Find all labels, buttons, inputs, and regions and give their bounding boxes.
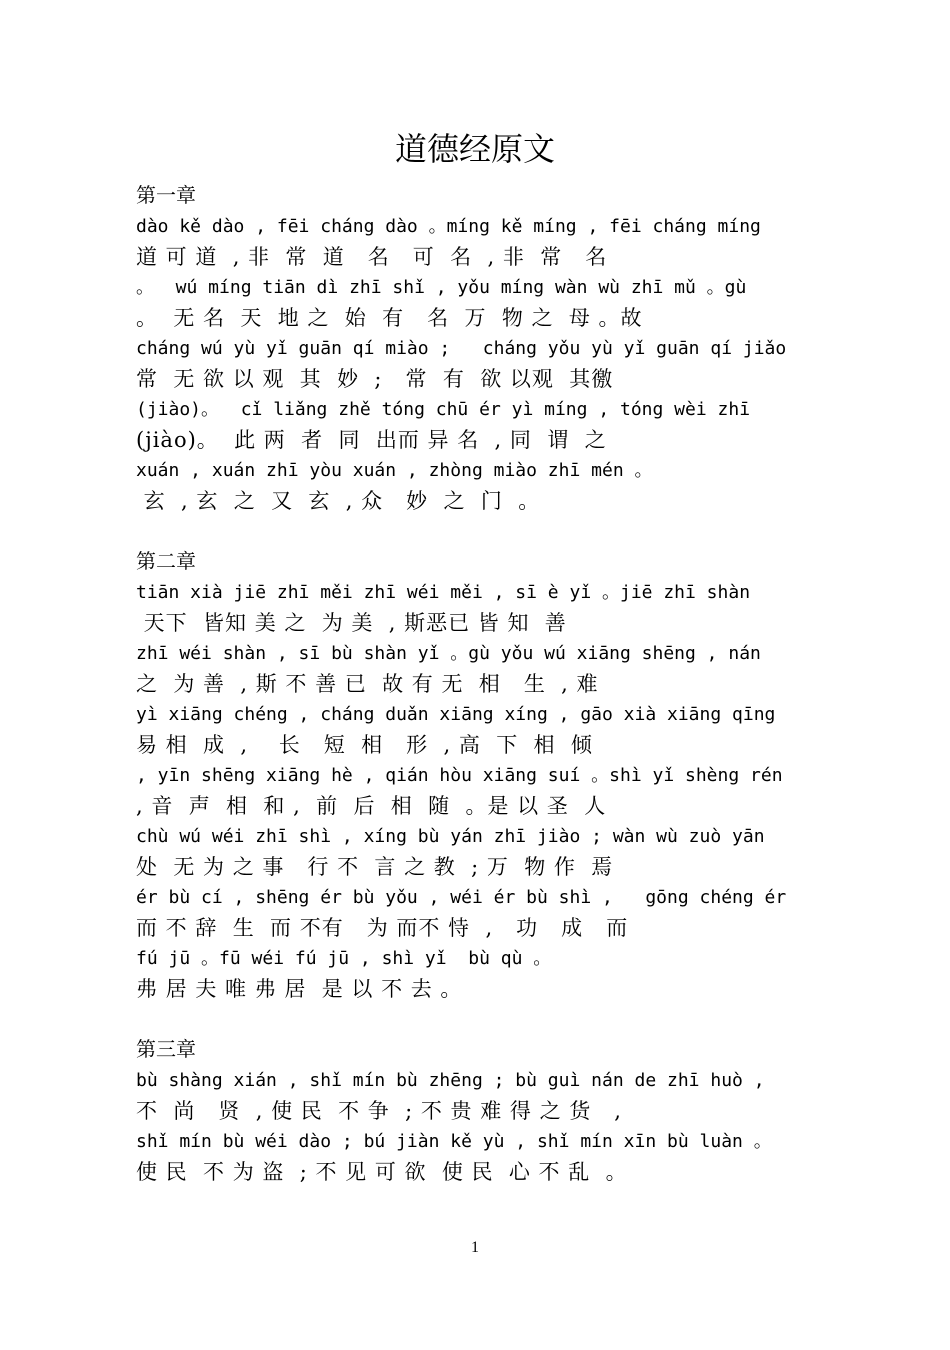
verse-line (136, 1066, 836, 1127)
chapter-heading: 第三章 (136, 1037, 196, 1061)
verse-line (136, 212, 836, 273)
verse-line (136, 273, 836, 334)
hanzi-line: 弗 居 夫 唯 弗 居 是 以 不 去 。 (136, 977, 463, 1001)
hanzi-line: 易 相 成 , 长 短 相 形 , 高 下 相 倾 (136, 733, 593, 757)
pinyin-line: 。 wú míng tiān dì zhī shǐ , yǒu míng wàn wù zhī mǔ 。gù (136, 277, 747, 298)
document-title: 道德经原文 (394, 130, 555, 168)
verse-line (136, 578, 836, 639)
hanzi-line: (jiào)。 此 两 者 同 出而 异 名 , 同 谓 之 (136, 428, 607, 452)
chapter-1 (136, 182, 836, 517)
pinyin-line: bù shàng xián , shǐ mín bù zhēng ; bù guì nán de zhī huò , (136, 1070, 765, 1091)
pinyin-line: dào kě dào , fēi cháng dào 。míng kě míng , fēi cháng míng (136, 216, 761, 237)
verse-line (136, 334, 836, 395)
pinyin-line: chù wú wéi zhī shì , xíng bù yán zhī jiào ; wàn wù zuò yān (136, 826, 765, 847)
hanzi-line: 不 尚 贤 , 使 民 不 争 ; 不 贵 难 得 之 货 , (136, 1099, 622, 1123)
verse-line (136, 1127, 836, 1188)
hanzi-line: 处 无 为 之 事 行 不 言 之 教 ; 万 物 作 焉 (136, 855, 614, 879)
page-number: 1 (471, 1239, 479, 1256)
verse-line (136, 395, 836, 456)
hanzi-line: 使 民 不 为 盗 ; 不 见 可 欲 使 民 心 不 乱 。 (136, 1160, 628, 1184)
hanzi-line: , 音 声 相 和 , 前 后 相 随 。是 以 圣 人 (136, 794, 607, 818)
verse-line (136, 700, 836, 761)
pinyin-line: tiān xià jiē zhī měi zhī wéi měi , sī è yǐ 。jiē zhī shàn (136, 582, 751, 603)
pinyin-line: , yīn shēng xiāng hè , qián hòu xiāng suí 。shì yǐ shèng rén (136, 765, 783, 786)
hanzi-line: 。 无 名 天 地 之 始 有 名 万 物 之 母 。故 (136, 306, 643, 330)
verse-line (136, 883, 836, 944)
chapter-heading: 第一章 (136, 183, 196, 207)
pinyin-line: (jiào)。 cǐ liǎng zhě tóng chū ér yì míng , tóng wèi zhī (136, 399, 751, 420)
hanzi-line: 天下 皆知 美 之 为 美 , 斯恶已 皆 知 善 (136, 611, 567, 635)
hanzi-line: 道 可 道 , 非 常 道 名 可 名 , 非 常 名 (136, 245, 608, 269)
pinyin-line: ér bù cí , shēng ér bù yǒu , wéi ér bù shì , gōng chéng ér (136, 887, 787, 908)
verse-line (136, 944, 836, 1005)
chapter-heading: 第二章 (136, 549, 196, 573)
hanzi-line: 常 无 欲 以 观 其 妙 ; 常 有 欲 以观 其徼 (136, 367, 614, 391)
verse-line (136, 822, 836, 883)
pinyin-line: zhī wéi shàn , sī bù shàn yǐ 。gù yǒu wú xiāng shēng , nán (136, 643, 761, 664)
pinyin-line: xuán , xuán zhī yòu xuán , zhòng miào zhī mén 。 (136, 460, 653, 481)
chapter-2 (136, 548, 836, 1005)
hanzi-line: 而 不 辞 生 而 不有 为 而不 恃 , 功 成 而 (136, 916, 629, 940)
hanzi-line: 之 为 善 , 斯 不 善 已 故 有 无 相 生 , 难 (136, 672, 599, 696)
pinyin-line: fú jū 。fū wéi fú jū , shì yǐ bù qù 。 (136, 948, 552, 969)
pinyin-line: shǐ mín bù wéi dào ; bú jiàn kě yù , shǐ mín xīn bù luàn 。 (136, 1131, 772, 1152)
verse-line (136, 761, 836, 822)
verse-line (136, 456, 836, 517)
hanzi-line: 玄 , 玄 之 又 玄 , 众 妙 之 门 。 (136, 489, 541, 513)
pinyin-line: cháng wú yù yǐ guān qí miào ; cháng yǒu yù yǐ guān qí jiǎo (136, 338, 787, 359)
chapter-3 (136, 1036, 836, 1188)
pinyin-line: yì xiāng chéng , cháng duǎn xiāng xíng , gāo xià xiāng qīng (136, 704, 776, 725)
verse-line (136, 639, 836, 700)
